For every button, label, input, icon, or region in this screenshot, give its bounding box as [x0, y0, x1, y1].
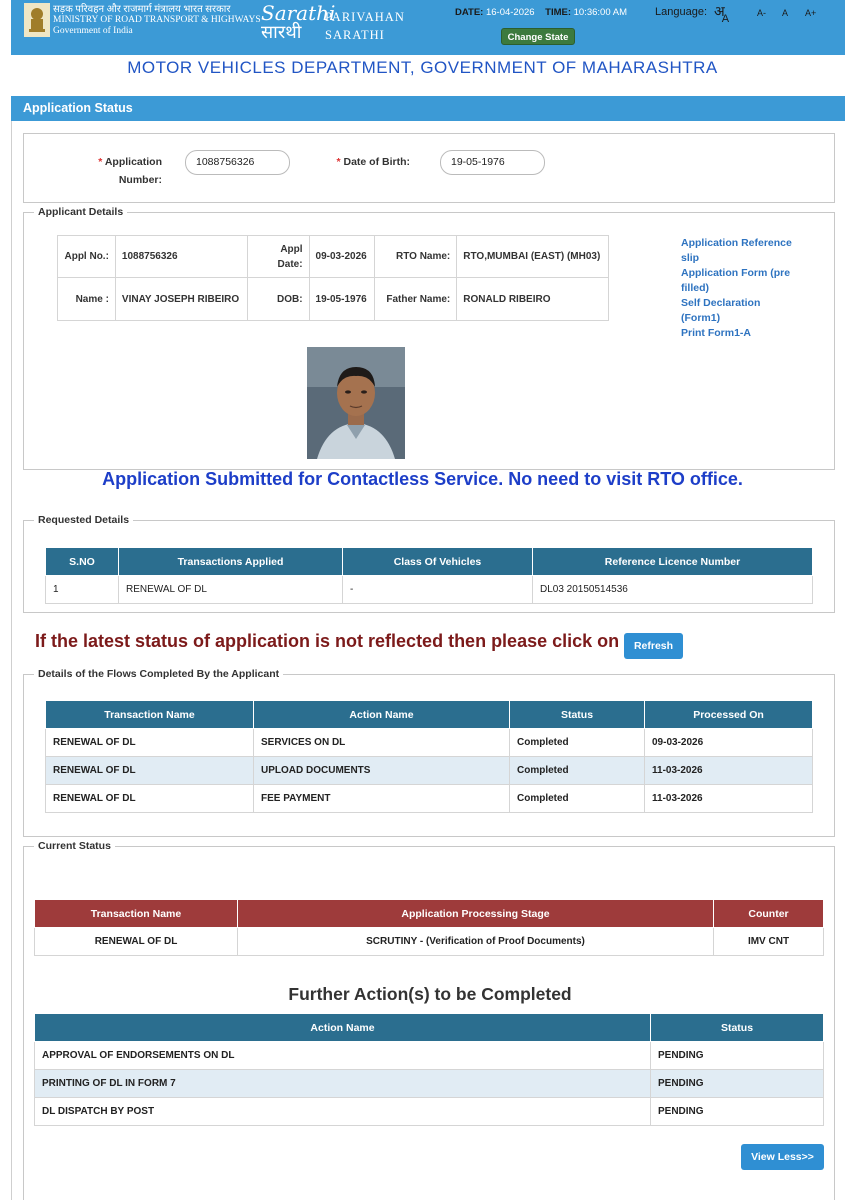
table-header-row [46, 548, 813, 576]
table-row [35, 1042, 824, 1070]
application-form-link[interactable]: Application Form (pre filled) [681, 267, 791, 294]
table-row [35, 928, 824, 956]
table-cell: Completed [510, 757, 645, 785]
sarathi-logo-hindi: सारथी [261, 22, 302, 43]
table-cell: Completed [510, 729, 645, 757]
appl-no-label: Appl No.: [58, 236, 116, 278]
table-cell: RENEWAL OF DL [35, 928, 238, 956]
table-row [46, 757, 813, 785]
application-number-input[interactable]: 1088756326 [185, 150, 290, 175]
document-links [681, 236, 801, 341]
table-cell: 1 [46, 576, 119, 604]
dob-label-text: Date of Birth: [343, 156, 410, 168]
site-header [11, 0, 845, 55]
col-action-name: Action Name [35, 1014, 651, 1042]
font-decrease-button[interactable]: A- [757, 8, 766, 18]
requested-details-legend: Requested Details [34, 514, 133, 526]
appl-date-value: 09-03-2026 [309, 236, 375, 278]
dob-label: DOB: [247, 278, 309, 321]
appl-no-value: 1088756326 [115, 236, 247, 278]
table-cell: 11-03-2026 [645, 757, 813, 785]
table-row [35, 1098, 824, 1126]
ministry-name [53, 4, 261, 37]
table-cell: PRINTING OF DL IN FORM 7 [35, 1070, 651, 1098]
date-value: 16-04-2026 [485, 7, 535, 18]
col-transactions-applied: Transactions Applied [119, 548, 343, 576]
further-actions-title: Further Action(s) to be Completed [288, 984, 572, 1004]
table-cell: DL DISPATCH BY POST [35, 1098, 651, 1126]
name-value: VINAY JOSEPH RIBEIRO [115, 278, 247, 321]
col-transaction-name: Transaction Name [46, 701, 254, 729]
table-cell: UPLOAD DOCUMENTS [254, 757, 510, 785]
department-title: MOTOR VEHICLES DEPARTMENT, GOVERNMENT OF MAHARASHTRA [127, 58, 718, 77]
table-row [46, 785, 813, 813]
table-cell: - [343, 576, 533, 604]
col-class-of-vehicles: Class Of Vehicles [343, 548, 533, 576]
col-reference-licence-number: Reference Licence Number [533, 548, 813, 576]
number-label: Number: [118, 174, 162, 186]
panel-title: Application Status [11, 96, 845, 121]
flows-completed-table [45, 700, 813, 813]
font-normal-button[interactable]: A [782, 8, 789, 18]
government-of-india: Government of India [53, 26, 133, 36]
national-emblem-icon [24, 3, 50, 37]
table-cell: SCRUTINY - (Verification of Proof Documents) [238, 928, 714, 956]
application-label: Application [104, 156, 162, 168]
applicant-photo [307, 347, 405, 459]
font-increase-button[interactable]: A+ [805, 8, 817, 18]
applicant-details-legend: Applicant Details [34, 206, 127, 218]
table-cell: SERVICES ON DL [254, 729, 510, 757]
table-cell: PENDING [651, 1098, 824, 1126]
parivahan-text: PARIVAHAN [325, 10, 405, 24]
date-time [455, 7, 627, 18]
sarathi-logo [261, 1, 336, 43]
time-label: TIME: [545, 7, 571, 18]
col-action-name: Action Name [254, 701, 510, 729]
col-sno: S.NO [46, 548, 119, 576]
col-status: Status [510, 701, 645, 729]
self-declaration-link[interactable]: Self Declaration (Form1) [681, 297, 761, 324]
change-state-button[interactable]: Change State [501, 28, 575, 45]
required-mark: * [98, 156, 103, 168]
table-row [46, 729, 813, 757]
further-actions-table [34, 1013, 824, 1126]
rto-name-label: RTO Name: [375, 236, 457, 278]
contactless-notice: Application Submitted for Contactless Service. No need to visit RTO office. [102, 469, 743, 489]
table-cell: 11-03-2026 [645, 785, 813, 813]
table-cell: RENEWAL OF DL [46, 757, 254, 785]
table-cell: RENEWAL OF DL [119, 576, 343, 604]
table-cell: Completed [510, 785, 645, 813]
col-status: Status [651, 1014, 824, 1042]
required-mark: * [336, 156, 341, 168]
application-reference-slip-link[interactable]: Application Reference slip [681, 237, 792, 264]
view-less-button[interactable]: View Less>> [741, 1144, 824, 1170]
table-cell: PENDING [651, 1070, 824, 1098]
table-row [35, 1070, 824, 1098]
requested-details-table [45, 547, 813, 604]
table-header-row [46, 701, 813, 729]
parivahan-sarathi-title [325, 8, 405, 44]
applicant-info-table [57, 235, 609, 321]
lang-glyph-hindi: अ [714, 3, 725, 19]
table-cell: DL03 20150514536 [533, 576, 813, 604]
date-of-birth-input[interactable]: 19-05-1976 [440, 150, 545, 175]
ministry-hindi: सड़क परिवहन और राजमार्ग मंत्रालय भारत सरकार [53, 4, 231, 15]
sarathi-text: SARATHI [325, 28, 385, 42]
date-of-birth-label [326, 153, 410, 171]
father-name-value: RONALD RIBEIRO [457, 278, 609, 321]
table-cell: PENDING [651, 1042, 824, 1070]
flows-completed-legend: Details of the Flows Completed By the Applicant [34, 668, 283, 680]
table-cell: FEE PAYMENT [254, 785, 510, 813]
table-cell: IMV CNT [714, 928, 824, 956]
appl-date-label: Appl Date: [247, 236, 309, 278]
table-row [46, 576, 813, 604]
date-label: DATE: [455, 7, 484, 18]
language-toggle-icon[interactable] [714, 2, 732, 25]
father-name-label: Father Name: [375, 278, 457, 321]
col-processing-stage: Application Processing Stage [238, 900, 714, 928]
language-label: Language: [655, 6, 707, 18]
name-label: Name : [58, 278, 116, 321]
application-number-label [80, 153, 162, 189]
col-counter: Counter [714, 900, 824, 928]
latest-status-notice: If the latest status of application is not reflected then please click on [35, 631, 620, 651]
dob-value: 19-05-1976 [309, 278, 375, 321]
table-cell: APPROVAL OF ENDORSEMENTS ON DL [35, 1042, 651, 1070]
current-status-table [34, 899, 824, 956]
ministry-english: MINISTRY OF ROAD TRANSPORT & HIGHWAYS [53, 15, 261, 25]
table-header-row [35, 900, 824, 928]
table-header-row [35, 1014, 824, 1042]
print-form1a-link[interactable]: Print Form1-A [681, 327, 752, 339]
col-processed-on: Processed On [645, 701, 813, 729]
table-cell: RENEWAL OF DL [46, 785, 254, 813]
current-status-legend: Current Status [34, 840, 115, 852]
refresh-button[interactable]: Refresh [624, 633, 683, 659]
col-transaction-name: Transaction Name [35, 900, 238, 928]
time-value: 10:36:00 AM [573, 7, 627, 18]
rto-name-value: RTO,MUMBAI (EAST) (MH03) [457, 236, 609, 278]
table-cell: RENEWAL OF DL [46, 729, 254, 757]
sarathi-logo-text: Sarathi [261, 1, 336, 25]
table-cell: 09-03-2026 [645, 729, 813, 757]
lang-glyph-english: A [721, 13, 730, 25]
